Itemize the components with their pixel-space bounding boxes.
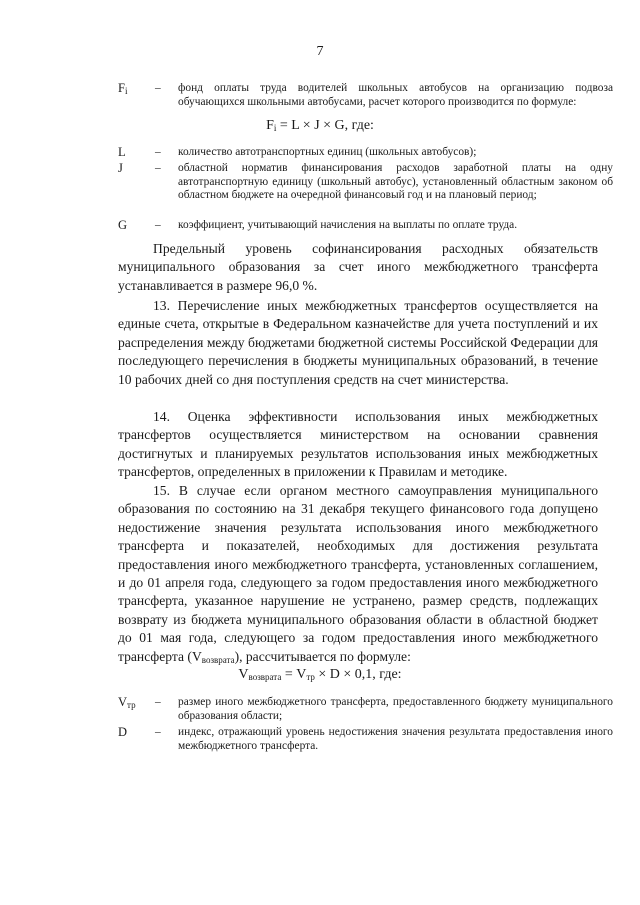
definition-text: индекс, отражающий уровень недостижения значения результата предоставления иного межбюджетного трансферта. xyxy=(178,726,613,752)
paragraph-15: 15. В случае если органом местного самоуправления муниципального образования по состоянию на 31 декабря текущего финансового года допущено недостижение значения результата использования иного межбюджетного трансферта и показателей, необходимых для достижения результата предоставления иного межбюджетного трансферта, установленных соглашением, и до 01 апреля года, следующего за годом предоставления иного межбюджетного трансферта, указанное нарушение не устранено, размер средств, подлежащих возврату из бюджета муниципального образования области в областной бюджет до 01 мая года, следующего за годом предоставления иного межбюджетного трансферта $(V_{возврата})$, рассчитывается по формуле: xyxy=(118,483,598,665)
definition-dash: – xyxy=(155,146,161,158)
definition-symbol: J xyxy=(118,161,123,175)
definition-l xyxy=(118,146,613,160)
definition-symbol: L xyxy=(118,145,126,159)
definition-fi xyxy=(118,82,613,109)
formula-return: $V_{возврата} = V_{тр} \times D \times 0,1$, где: xyxy=(238,667,402,682)
definition-vtr xyxy=(118,696,613,723)
paragraph-cofinancing: Предельный уровень софинансирования расходных обязательств муниципального образования за счет иного межбюджетного трансферта устанавливается в размере 96,0 %. xyxy=(118,241,598,293)
definition-g xyxy=(118,219,613,233)
definition-text: количество автотранспортных единиц (школьных автобусов); xyxy=(178,146,477,158)
definition-j xyxy=(118,162,613,203)
definition-text: размер иного межбюджетного трансферта, предоставленного бюджету муниципального образования области; xyxy=(178,696,613,722)
definition-symbol: $V_{тр}$ xyxy=(118,695,136,710)
formula-fi: $F_i = L \times J \times G$, где: xyxy=(266,118,374,133)
definition-text: областной норматив финансирования расходов заработной платы на одну автотранспортную единицу (школьный автобус), установленный областным законом об областном бюджете на очередной финансовый год и на плановый период; xyxy=(178,162,613,202)
definition-text: фонд оплаты труда водителей школьных автобусов на организацию подвоза обучающихся школьными автобусами, расчет которого производится по формуле: xyxy=(178,82,613,108)
paragraph-13: 13. Перечисление иных межбюджетных трансфертов осуществляется на единые счета, открытые в Федеральном казначействе для учета поступлений и их распределения между бюджетами бюджетной системы Российской Федерации для последующего перечисления в бюджеты муниципальных образований, в течение 10 рабочих дней со дня поступления средств на счет министерства. xyxy=(118,298,598,387)
definition-dash: – xyxy=(155,696,161,708)
definition-symbol: $F_i$ xyxy=(118,81,128,96)
definition-symbol: D xyxy=(118,725,128,739)
page-number: 7 xyxy=(316,44,324,59)
definition-d xyxy=(118,726,613,753)
definition-symbol: G xyxy=(118,218,128,232)
definition-text: коэффициент, учитывающий начисления на выплаты по оплате труда. xyxy=(178,219,518,231)
definition-dash: – xyxy=(155,162,161,174)
paragraph-14: 14. Оценка эффективности использования иных межбюджетных трансфертов осуществляется министерством на основании сравнения достигнутых и планируемых результатов использования иных межбюджетных трансфертов, определенных в приложении к Правилам и методике. xyxy=(118,409,598,480)
definition-dash: – xyxy=(155,82,161,94)
definition-dash: – xyxy=(155,219,161,231)
definition-dash: – xyxy=(155,726,161,738)
